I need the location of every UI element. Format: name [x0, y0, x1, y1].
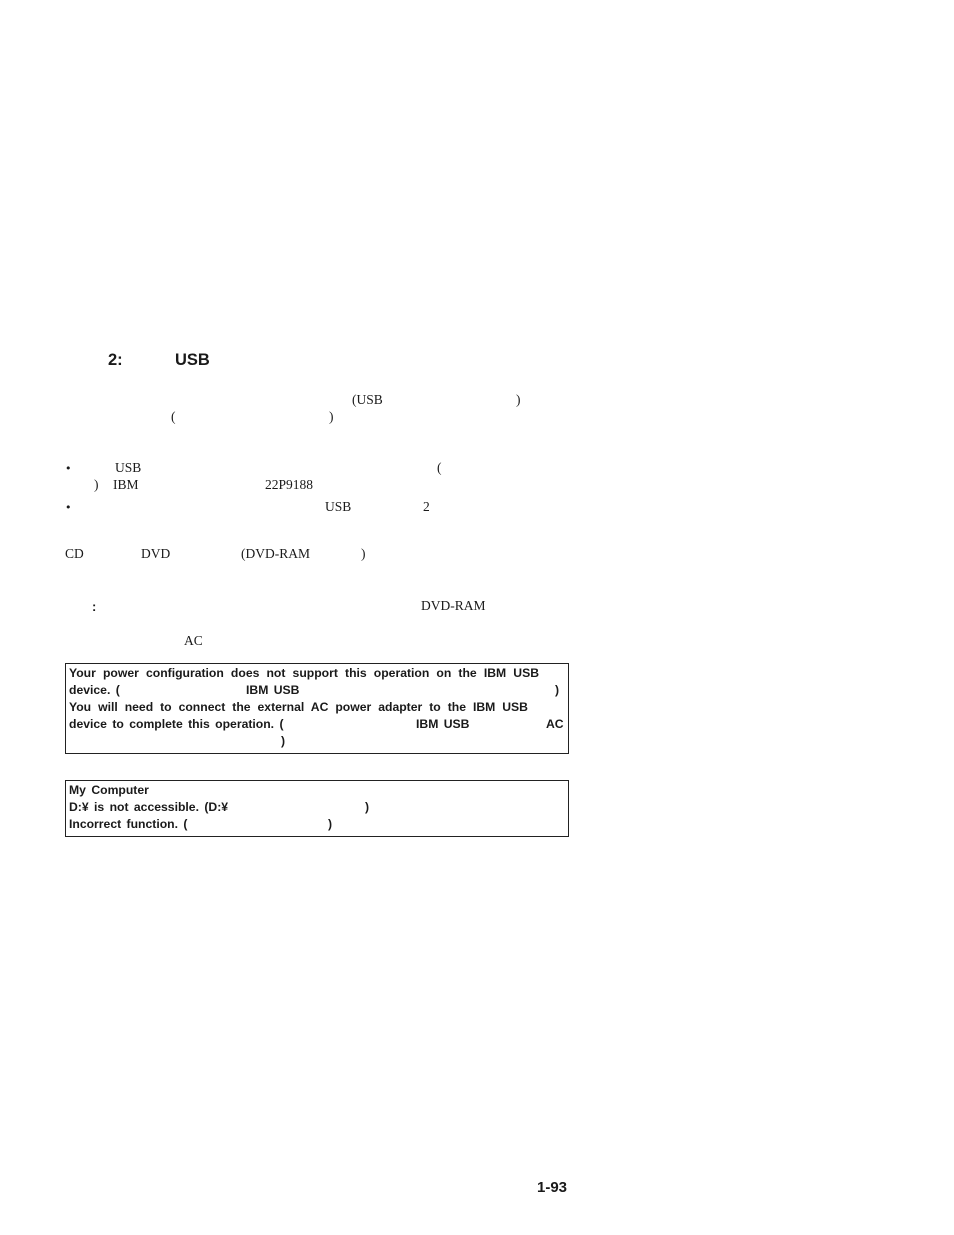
section-heading-number: 2: [108, 351, 123, 369]
message-1-line-2-a: device. ( [69, 683, 120, 697]
message-1-line-3: You will need to connect the external AC power adapter to the IBM USB [69, 700, 528, 714]
drives-dvd: DVD [141, 546, 171, 561]
message-2-line-3-a: Incorrect function. ( [69, 817, 188, 831]
message-2-line-3-b: ) [328, 817, 333, 831]
note-ac: AC [184, 633, 203, 648]
bullet-2-number: 2 [423, 499, 430, 514]
intro-close-paren-2: ) [329, 409, 334, 424]
message-1-line-4-b: IBM USB [416, 717, 470, 731]
drives-close-paren: ) [361, 546, 366, 561]
note-dvd-ram: DVD-RAM [421, 598, 486, 613]
power-config-message-box [65, 663, 569, 754]
message-1-line-4-c: AC [546, 717, 564, 731]
message-2-line-2-a: D:¥ is not accessible. (D:¥ [69, 800, 229, 814]
page-number: 1-93 [537, 1179, 568, 1196]
drives-cd: CD [65, 546, 84, 561]
bullet-1-part-number: 22P9188 [265, 477, 314, 492]
drive-error-message-box [65, 780, 569, 837]
message-2-line-1: My Computer [69, 783, 149, 797]
message-1-line-4-a: device to complete this operation. ( [69, 717, 284, 731]
bullet-dot-2: • [65, 501, 72, 514]
bullet-2-usb: USB [325, 499, 352, 514]
intro-close-paren: ) [516, 392, 521, 407]
note-colon: : [92, 599, 97, 614]
message-2-line-2-b: ) [365, 800, 370, 814]
bullet-dot-1: • [65, 462, 72, 475]
drives-dvd-ram: (DVD-RAM [241, 546, 310, 561]
bullet-1-close-paren: ) [94, 477, 99, 492]
message-1-line-5: ) [281, 734, 286, 748]
intro-usb-paren: (USB [352, 392, 383, 407]
message-1-line-2-c: ) [555, 683, 560, 697]
bullet-1-open-paren: ( [437, 460, 442, 475]
bullet-1-usb: USB [115, 460, 142, 475]
message-1-line-2-b: IBM USB [246, 683, 300, 697]
intro-open-paren-2: ( [171, 409, 176, 424]
message-1-line-1: Your power configuration does not support this operation on the IBM USB [69, 666, 539, 680]
bullet-1-ibm: IBM [113, 477, 139, 492]
section-heading-usb: USB [175, 351, 210, 369]
